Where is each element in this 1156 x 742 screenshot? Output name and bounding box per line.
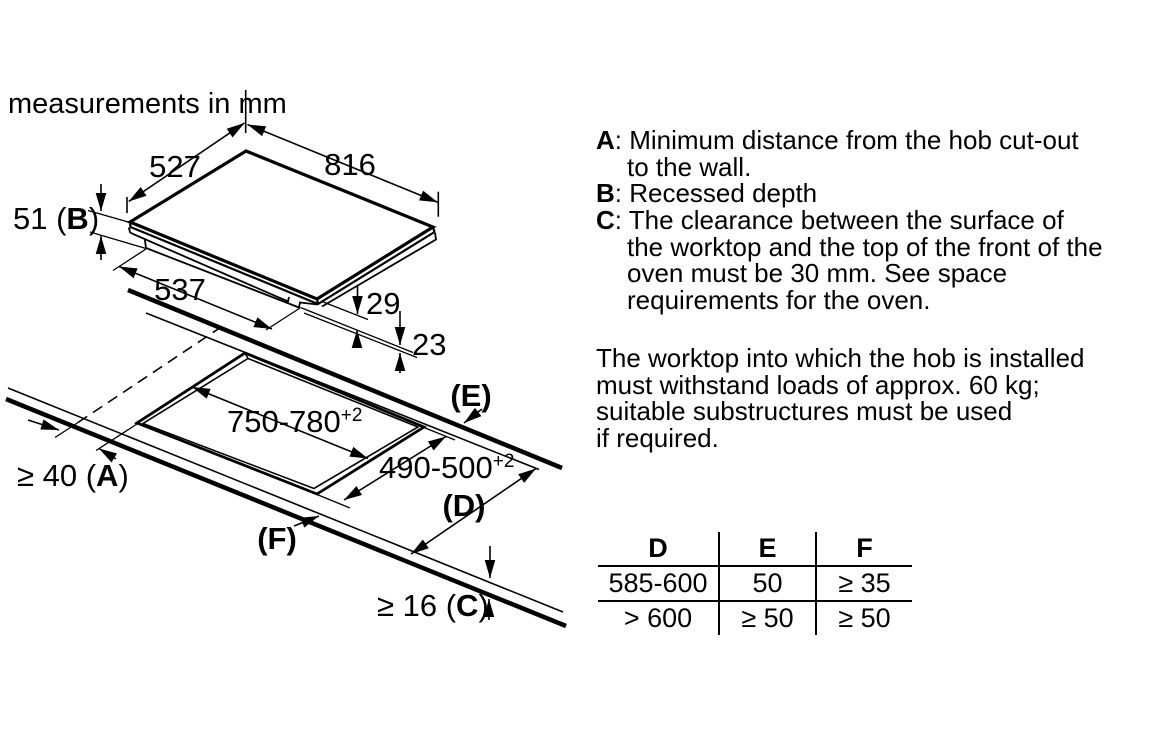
legend-letter-b: B: [596, 178, 615, 209]
note-line3: suitable substructures must be used: [596, 396, 1013, 427]
dim-537-label: 537: [154, 272, 206, 307]
dim-cutout-width: [192, 387, 368, 459]
dim-d-label: (D): [442, 488, 486, 523]
legend-item-b-line1: [596, 180, 1103, 207]
dim-40a: [17, 420, 137, 493]
dim-51b: [13, 184, 146, 260]
worktop-back-edge-thick: [128, 290, 562, 468]
note-line1: The worktop into which the hob is installed: [596, 343, 1085, 373]
label-e-text: (E): [450, 378, 492, 413]
dim-527-label: 527: [149, 149, 201, 184]
spec-table-row2: [598, 601, 912, 635]
note-line2: must withstand loads of approx. 60 kg;: [596, 369, 1040, 400]
dim-51b-label: 51 (B): [13, 201, 100, 236]
spec-table-row1-d: 585-600: [598, 566, 719, 601]
label-e: [450, 378, 491, 423]
spec-table: [598, 532, 912, 635]
wall-projection-dashed-line: [78, 327, 222, 423]
spec-table-header-f: F: [816, 532, 912, 566]
legend-item-a-line2: to the wall.: [627, 151, 752, 182]
dim-816-label: 816: [324, 147, 376, 182]
spec-table-row2-f: ≥ 50: [838, 603, 891, 633]
label-f-text: (F): [257, 521, 297, 556]
hob-base-tier1: [129, 228, 289, 302]
dim-16c-label: ≥ 16 (C): [377, 588, 489, 623]
dim-537: [113, 249, 300, 330]
legend-letter-a: A: [596, 125, 615, 155]
legend-letter-c: C: [596, 205, 615, 236]
spec-table-row2-e: ≥ 50: [719, 601, 816, 635]
legend: [596, 127, 1103, 314]
spec-table-row1-f: ≥ 35: [816, 566, 912, 601]
legend-text-b: : Recessed depth: [614, 178, 818, 209]
spec-table-header-d: D: [598, 532, 719, 566]
dim-23-label: 23: [412, 327, 447, 362]
spec-table-row1-e: 50: [719, 566, 816, 601]
legend-item-c-line4: requirements for the oven.: [627, 285, 931, 316]
note-line4: if required.: [596, 423, 719, 454]
legend-item-c-line3: oven must be 30 mm. See space: [627, 258, 1008, 289]
worktop-note: [596, 345, 1085, 452]
dim-40a-label: ≥ 40 (A): [17, 458, 129, 493]
dim-cutout-width-label: $750-780^{+2}$: [227, 404, 363, 439]
spec-table-header-row: [598, 532, 912, 566]
dim-cutout-depth-label: $490-500^{+2}$: [379, 450, 515, 485]
dim-40a-arrow-right: [28, 420, 59, 430]
legend-item-c-line1: [596, 207, 1103, 234]
spec-table-header-e: E: [719, 532, 816, 566]
dim-816: [248, 125, 439, 217]
dim-537-extensions: [113, 249, 300, 330]
legend-item-c-line2: the worktop and the top of the front of the: [627, 231, 1103, 262]
dim-29-extension: [322, 302, 368, 320]
spec-table-row2-d: > 600: [598, 601, 719, 635]
dim-29-label: 29: [366, 286, 401, 321]
diagram-title: measurements in mm: [8, 88, 287, 120]
legend-text-c: : The clearance between the surface of: [614, 205, 1064, 236]
spec-table-row1: [598, 566, 912, 601]
legend-text-a: : Minimum distance from the hob cut-out: [614, 125, 1079, 155]
legend-item-a-line1: [596, 127, 1103, 154]
